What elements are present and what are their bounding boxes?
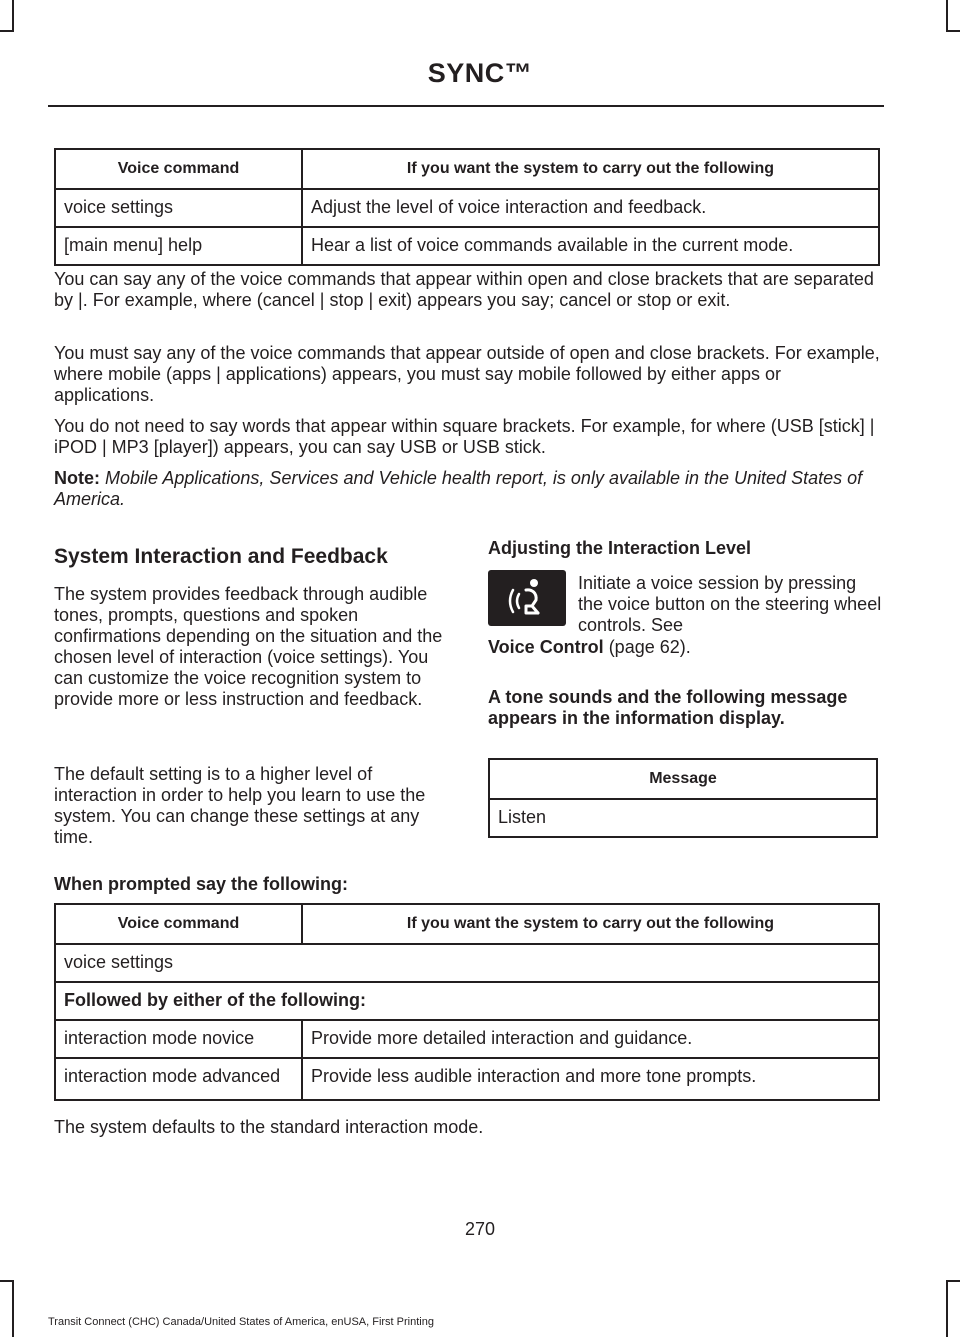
interaction-mode-table [54, 903, 880, 1101]
body-paragraph: The system provides feedback through audible tones, prompts, questions and spoken confirmations depending on the situation and the chosen level of interaction (voice settings). You can customize the voice recognition system to provide more or less instruction and feedback. [54, 584, 443, 709]
page-number: 270 [464, 1219, 496, 1239]
body-paragraph: Initiate a voice session by pressing the voice button on the steering wheel controls. See [578, 573, 882, 635]
crop-mark [12, 1280, 14, 1337]
crop-mark [0, 30, 14, 32]
crop-mark [12, 0, 14, 30]
action-cell: Hear a list of voice commands available in the current mode. [302, 227, 879, 265]
crop-mark [0, 1280, 14, 1282]
table-row [55, 227, 879, 265]
table-subheading: Followed by either of the following: [55, 982, 879, 1020]
section-heading: System Interaction and Feedback [54, 545, 388, 568]
table-row [55, 982, 879, 1020]
page-title: SYNC™ [427, 58, 533, 88]
footer-text: Transit Connect (CHC) Canada/United States of America, enUSA, First Printing [48, 1316, 434, 1328]
crop-mark [946, 1280, 948, 1337]
voice-command-cell: interaction mode advanced [55, 1058, 302, 1100]
cross-reference-page: (page 62). [603, 637, 691, 657]
table-row [55, 189, 879, 227]
voice-command-cell: voice settings [55, 944, 879, 982]
cross-reference-link[interactable]: Voice Control [488, 637, 604, 657]
message-table [488, 758, 878, 838]
body-paragraph: You can say any of the voice commands that appear within open and close brackets that are separated by |. For example, where (cancel | stop | exit) appears you say; cancel or stop or exit. [54, 269, 874, 310]
column-header: Message [489, 759, 877, 799]
table-row [55, 1058, 879, 1100]
column-header: Voice command [55, 149, 302, 189]
body-paragraph: You do not need to say words that appear within square brackets. For example, for where (USB [stick] | iPOD | MP3 [player]) appears, you can say USB or USB stick. [54, 416, 875, 457]
cross-reference [488, 637, 880, 658]
message-cell: Listen [489, 799, 877, 837]
crop-mark [946, 1280, 960, 1282]
subsection-heading: When prompted say the following: [54, 874, 348, 894]
crop-mark [946, 0, 948, 30]
voice-command-cell: [main menu] help [55, 227, 302, 265]
body-paragraph: You must say any of the voice commands that appear outside of open and close brackets. For example, where mobile (apps | applications) appears, you must say mobile followed by either apps or applications. [54, 343, 880, 405]
table-row [489, 799, 877, 837]
header-divider [48, 105, 884, 107]
subsection-heading: A tone sounds and the following message appears in the information display. [488, 687, 848, 728]
note-paragraph [54, 468, 880, 510]
action-cell: Adjust the level of voice interaction and feedback. [302, 189, 879, 227]
table-row [55, 944, 879, 982]
note-label: Note: [54, 468, 100, 488]
voice-command-cell: voice settings [55, 189, 302, 227]
body-paragraph: The system defaults to the standard interaction mode. [54, 1117, 484, 1137]
column-header: If you want the system to carry out the following [302, 149, 879, 189]
table-row [55, 1020, 879, 1058]
action-cell: Provide less audible interaction and more tone prompts. [302, 1058, 879, 1100]
voice-command-table [54, 148, 880, 266]
crop-mark [946, 30, 960, 32]
column-header: If you want the system to carry out the following [302, 904, 879, 944]
column-header: Voice command [55, 904, 302, 944]
table-header-row [489, 759, 877, 799]
table-header-row [55, 904, 879, 944]
subsection-heading: Adjusting the Interaction Level [488, 538, 752, 558]
body-paragraph: The default setting is to a higher level of interaction in order to help you learn to use the system. You can change these settings at any time. [54, 764, 426, 847]
voice-command-cell: interaction mode novice [55, 1020, 302, 1058]
table-header-row [55, 149, 879, 189]
note-text: Mobile Applications, Services and Vehicle health report, is only available in the United States of America. [54, 468, 863, 509]
voice-button-icon [488, 570, 566, 626]
action-cell: Provide more detailed interaction and guidance. [302, 1020, 879, 1058]
